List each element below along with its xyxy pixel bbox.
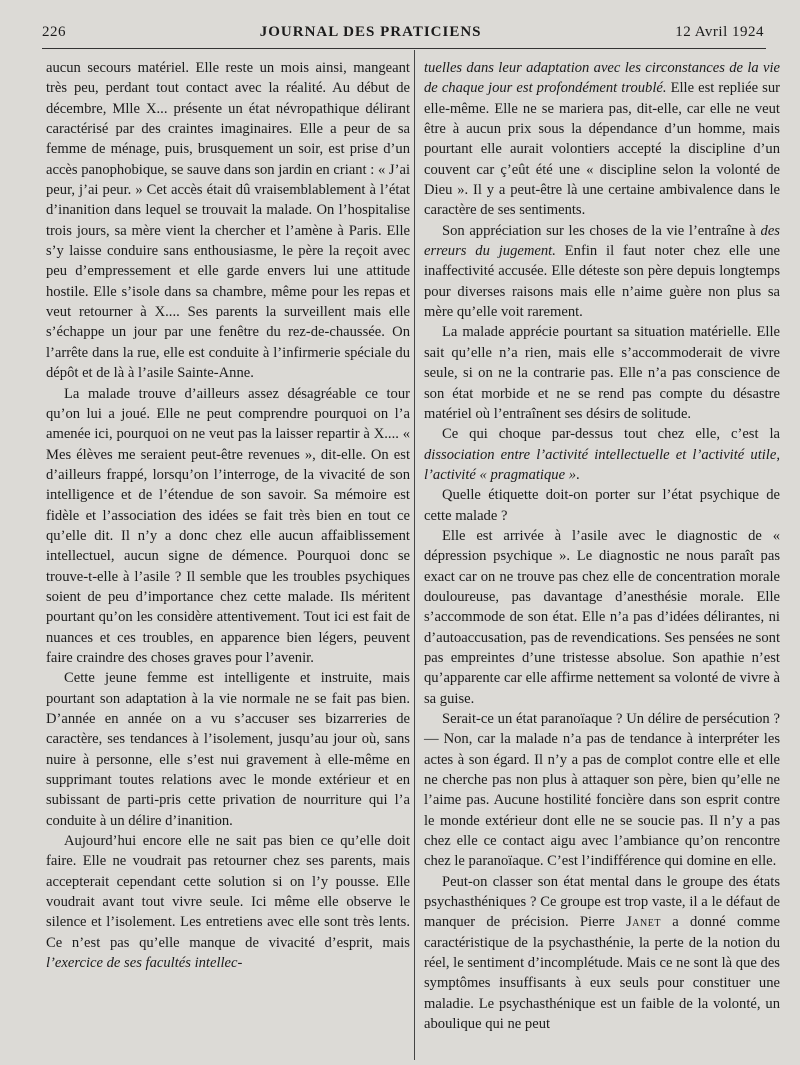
paragraph-text: aucun secours matériel. Elle reste un mois ainsi, mangeant très peu, perdant tout contact avec la réalité. Au début de décembre, Mlle X... présente un état névropathique délirant caractérisé par des craintes imaginaires. Elle a peur de sa femme de ménage, puis, brusquement un soir, est prise d’un accès panophobique, se sauve dans son jardin en criant : « J’ai peur, j’ai peur. » Cet accès était dû vraisemblablement à l’état d’inanition dans lequel se trouvait la malade. On l’hospitalise trois jours, sa mère vient la chercher et l’amène à Paris. Elle s’y laisse conduire sans enthousiasme, le père la reçoit avec peu d’empressement et elle garde envers lui une attitude hostile. Elle s’isole dans sa chambre, même pour les repas et veut retourner à X.... Ses parents la surveillent mais elle s’échappe un jour par une fenêtre du rez-de-chaussée. On l’arrête dans la rue, elle est conduite à l’infirmerie spéciale du dépôt et de là à l’asile Sainte-Anne. [46,60,410,382]
paragraph-text: Aujourd’hui encore elle ne sait pas bien ce qu’elle doit faire. Elle ne voudrait pas retourner chez ses parents, mais accepterait cependant cette solution si on l’y pousse. Elle voudrait avant tout vivre seule. Ici même elle observe le silence et l’isolement. Les entretiens avec elle sont très lents. Ce n’est pas qu’elle manque de vivacité d’esprit, mais [46,833,410,951]
paragraph [46,831,410,973]
paragraph [46,58,410,384]
italic-text: l’exercice de ses facultés intellec- [46,955,243,972]
paragraph-text: Cette jeune femme est intelligente et instruite, mais pourtant son adaptation à la vie normale ne se fait pas bien. D’année en année on a vu s’accuser ses bizarreries de caractère, ses tendances à l’isolement, jusqu’au jour où, sans nuire à personne, elle s’est nui gravement à elle-même en supprimant toutes relations avec le monde extérieur et en subissant de parti-pris cette privation de nourriture qui l’a conduite à un délire d’inanition. [46,670,410,829]
page-number: 226 [42,23,66,40]
paragraph-text: Elle est arrivée à l’asile avec le diagnostic de « dépression psychique ». Le diagnostic ne nous paraît pas exact car on ne trouve pas chez elle de concentration morale douloureuse, pas davantage d’anesthésie morale. Elle s’accommode de son état. Elle n’a pas d’idées délirantes, ni d’autoaccusation, pas de revendications. Ses pensées ne sont pas empreintes d’une tristesse absolue. Son apathie n’est qu’apparente car elle affirme nettement sa volonté de vivre à sa guise. [424,527,780,707]
page-header [42,18,764,46]
paragraph-text: La malade trouve d’ailleurs assez désagréable ce tour qu’on lui a joué. Elle ne peut comprendre pourquoi on l’a amenée ici, pourquoi on ne veut pas la laisser repartir à X.... « Mes élèves me seraient peut-être revenues », dit-elle. On est d’ailleurs frappé, lorsqu’on l’interroge, de la vivacité de son intelligence et de l’étendue de son savoir. Sa mémoire est fidèle et l’association des idées se fait très bien en tout ce qu’elle dit. Il n’y a donc chez elle aucun affaiblissement intellectuel, aucun signe de démence. Pourquoi donc se trouve-t-elle à l’asile ? Il semble que les troubles psychiques soient de peu d’importance chez cette malade. Ils méritent pourtant qu’on les considère attentivement. Tout ici est fait de nuances et ces troubles, en apparence bien légers, peuvent faire craindre des choses graves pour l’avenir. [46,385,410,666]
paragraph [424,872,780,1035]
italic-text: tuelles dans leur adaptation avec les circonstances de la vie de chaque jour est profondément troublé. [424,60,780,97]
italic-text: dissociation entre l’activité intellectuelle et l’activité utile, l’activité « pragmatique » [424,446,780,483]
paragraph [424,526,780,709]
journal-title: JOURNAL DES PRATICIENS [259,23,482,40]
italic-text: des erreurs du jugement. [424,222,780,260]
paragraph [46,384,410,669]
paragraph [424,221,780,323]
paragraph-text: . [576,466,580,483]
paragraph-text: a donné comme caractéristique de la psychasthénie, la perte de la notion du réel, le sentiment d’incomplétude. Mais ce ne sont là que des symptômes insuffisants à eux seuls pour constituer une maladie. Le psychasthénique est un faible de la volonté, un aboulique qui ne peut [424,914,780,1033]
paragraph-text: Ce qui choque par-dessus tout chez elle, c’est la [442,426,780,443]
issue-date: 12 Avril 1924 [675,23,764,40]
left-column [46,58,410,973]
paragraph [424,485,780,526]
paragraph [424,424,780,485]
paragraph [46,668,410,831]
header-rule [42,48,766,49]
paragraph-text: Peut-on classer son état mental dans le groupe des états psychasthéniques ? Ce groupe est trop vaste, il a le défaut de manquer de précision. Pierre [424,873,780,931]
small-caps-name: Janet [626,914,661,931]
paragraph [424,709,780,872]
paragraph-text: La malade apprécie pourtant sa situation matérielle. Elle sait qu’elle n’a rien, mais elle s’accommoderait de vivre seule, si on ne la contrarie pas. Elle n’a pas conscience de son état morbide et ne se rend pas compte du désastre matériel où l’entraînent ses désirs de solitude. [424,324,780,422]
paragraph [424,58,780,221]
paragraph-text: Quelle étiquette doit-on porter sur l’état psychique de cette malade ? [424,487,780,524]
paragraph [424,322,780,424]
paragraph-text: Elle est repliée sur elle-même. Elle ne se mariera pas, dit-elle, car elle ne veut être à aucun prix sous la dépendance d’un homme, mais pourtant elle aurait volontiers accepté la discipline d’un couvent car ç’eût été une « discipline selon la volonté de Dieu ». Il y a peut-être là une certaine ambivalence dans le caractère de ses sentiments. [424,80,781,219]
column-divider [414,50,415,1060]
paragraph-text: Son appréciation sur les choses de la vie l’entraîne à [442,222,761,239]
paragraph-text: Enfin il faut noter chez elle une inaffectivité accusée. Elle déteste son père depuis longtemps pour diverses raisons mais elle n’aime guère non plus sa mère qu’elle voit rarement. [424,243,780,321]
right-column [424,58,780,1035]
paragraph-text: Serait-ce un état paranoïaque ? Un délire de persécution ? — Non, car la malade n’a pas de tendance à interpréter les actes à son égard. Il n’y a pas de complot contre elle et elle ne cherche pas non plus à attaquer son père, bien qu’elle ne l’aime pas. Aucune hostilité foncière dans son esprit contre le monde extérieur dont elle ne se soucie pas. Il n’y a pas chez elle ce contact aigu avec l’ambiance qu’on rencontre chez le paranoïaque. C’est l’indifférence qui domine en elle. [424,711,780,870]
